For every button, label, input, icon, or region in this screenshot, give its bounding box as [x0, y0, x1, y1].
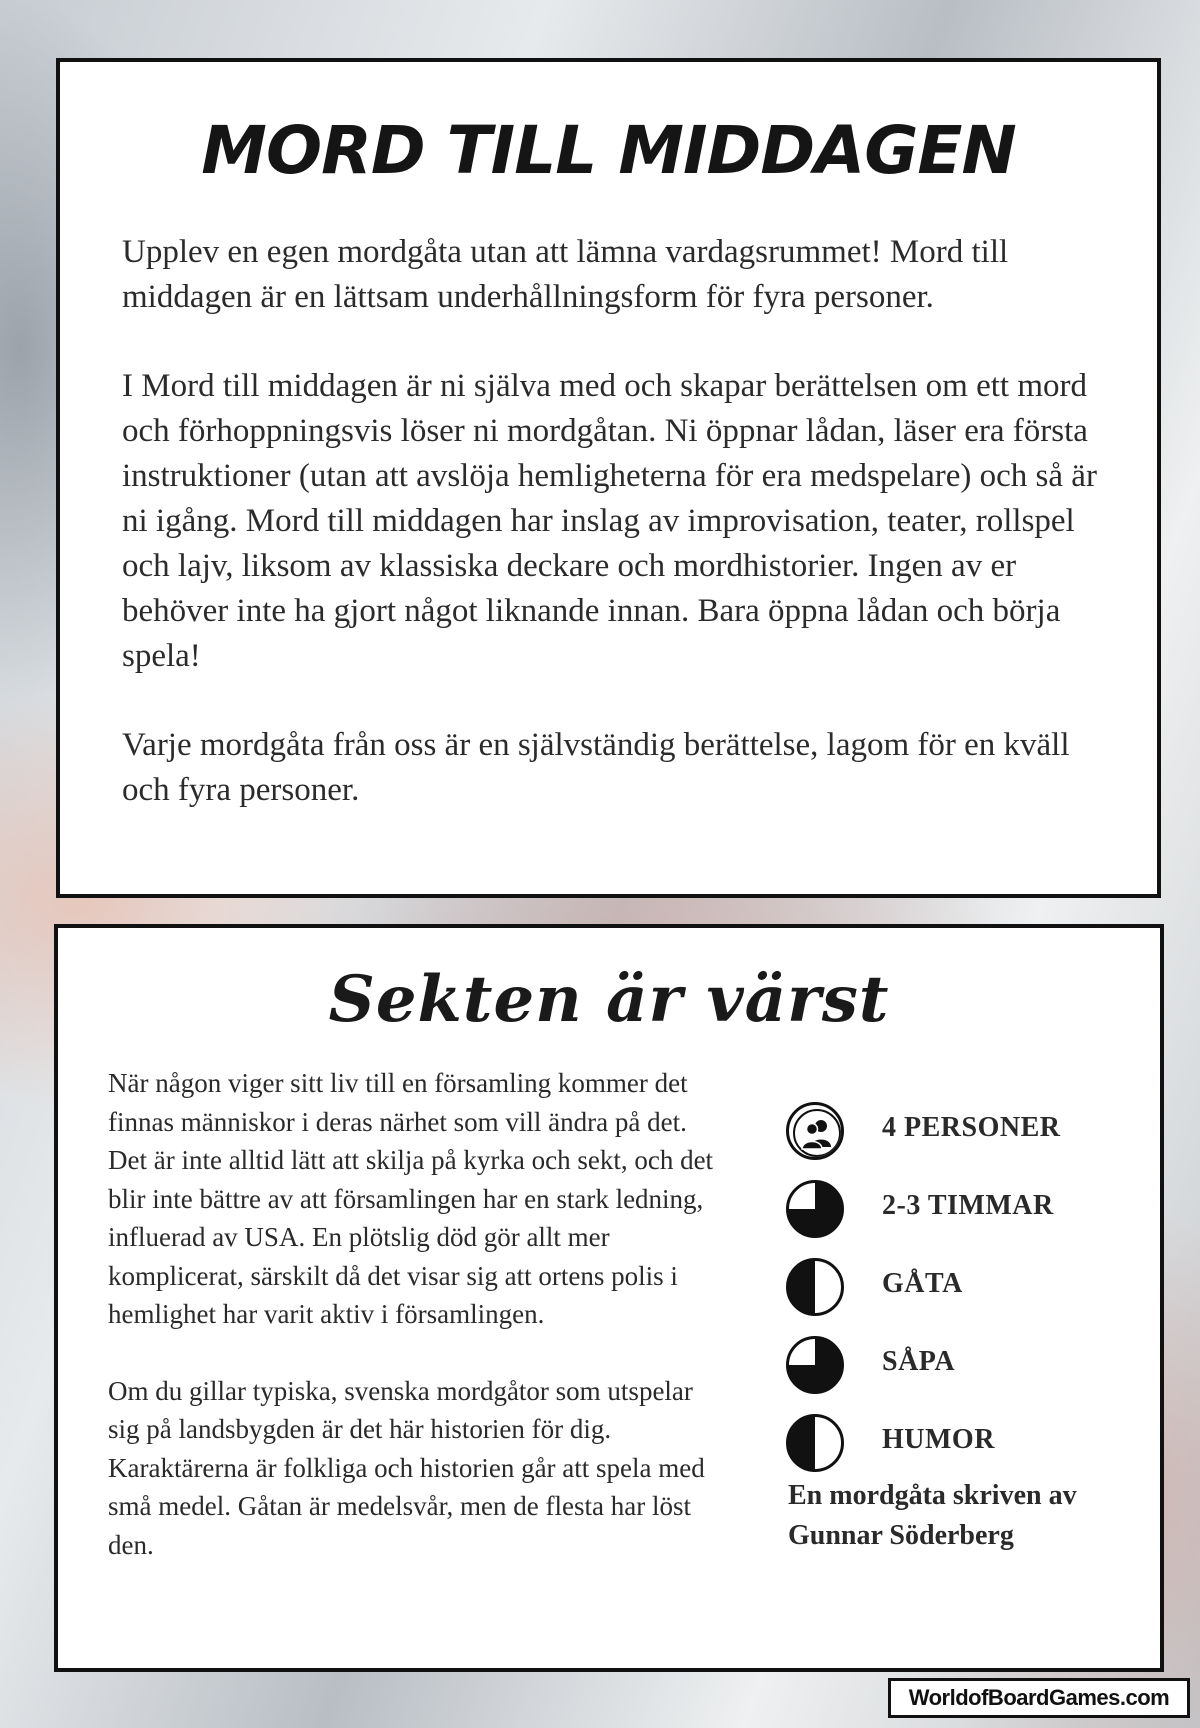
intro-paragraph: I Mord till middagen är ni själva med och skapar berättelsen om ett mord och förhoppningsvis löser ni mordgåtan. Ni öppnar lådan, läser era första instruktioner (utan att avslöja hemligheterna för era medspelare) och så är ni igång. Mord till middagen har inslag av improvisation, teater, rollspel och lajv, liksom av klassiska deckare och mordhistorier. Ingen av er behöver inte ha gjort något liknande innan. Bara öppna lådan och börja spela!	[122, 368, 1097, 674]
game-stats	[786, 1102, 1126, 1492]
stat-players	[786, 1102, 1126, 1180]
watermark	[888, 1678, 1190, 1718]
intro-paragraph: Upplev en egen mordgåta utan att lämna vardagsrummet! Mord till middagen är en lättsam underhållningsform för fyra personer.	[122, 234, 1009, 315]
stat-label: HUMOR	[882, 1424, 995, 1455]
scenario-title: Sekten är värst	[328, 962, 890, 1037]
author-credit	[788, 1476, 1148, 1556]
people-icon	[786, 1102, 844, 1160]
brand-title: MORD TILL MIDDAGEN	[201, 112, 1016, 189]
author-name: Gunnar Söderberg	[788, 1520, 1014, 1551]
scenario-text	[108, 1064, 718, 1602]
description-panel	[56, 58, 1161, 898]
half-filled-circle-icon	[786, 1414, 844, 1472]
scenario-paragraph: Om du gillar typiska, svenska mordgåtor som utspelar sig på landsbygden är det här historien för dig. Karaktärerna är folkliga och historien går att spela med små medel. Gåtan är medelsvår, men de flesta har löst den.	[108, 1375, 705, 1560]
watermark-text: WorldofBoardGames.com	[908, 1685, 1170, 1710]
stat-label: 4 PERSONER	[882, 1112, 1061, 1143]
scenario-paragraph: När någon viger sitt liv till en församling kommer det finnas människor i deras närhet som vill ändra på det. Det är inte alltid lätt att skilja på kyrka och sekt, och det blir inte bättre av att församlingen har en stark ledning, influerad av USA. En plötslig död gör allt mer komplicerat, särskilt då det visar sig att ortens polis i hemlighet har varit aktiv i församlingen.	[108, 1068, 714, 1329]
clock-three-quarter-icon	[786, 1180, 844, 1238]
stat-label: 2-3 TIMMAR	[882, 1190, 1054, 1221]
three-quarter-filled-circle-icon	[786, 1336, 844, 1394]
scenario-panel	[54, 924, 1164, 1672]
stat-mystery	[786, 1258, 1126, 1336]
stat-label: SÅPA	[882, 1346, 956, 1377]
half-filled-circle-icon	[786, 1258, 844, 1316]
stat-drama	[786, 1336, 1126, 1414]
intro-text	[122, 230, 1122, 857]
credit-line: En mordgåta skriven av	[788, 1480, 1077, 1511]
stat-label: GÅTA	[882, 1268, 963, 1299]
stat-time	[786, 1180, 1126, 1258]
intro-paragraph: Varje mordgåta från oss är en självständig berättelse, lagom för en kväll och fyra personer.	[122, 727, 1070, 808]
